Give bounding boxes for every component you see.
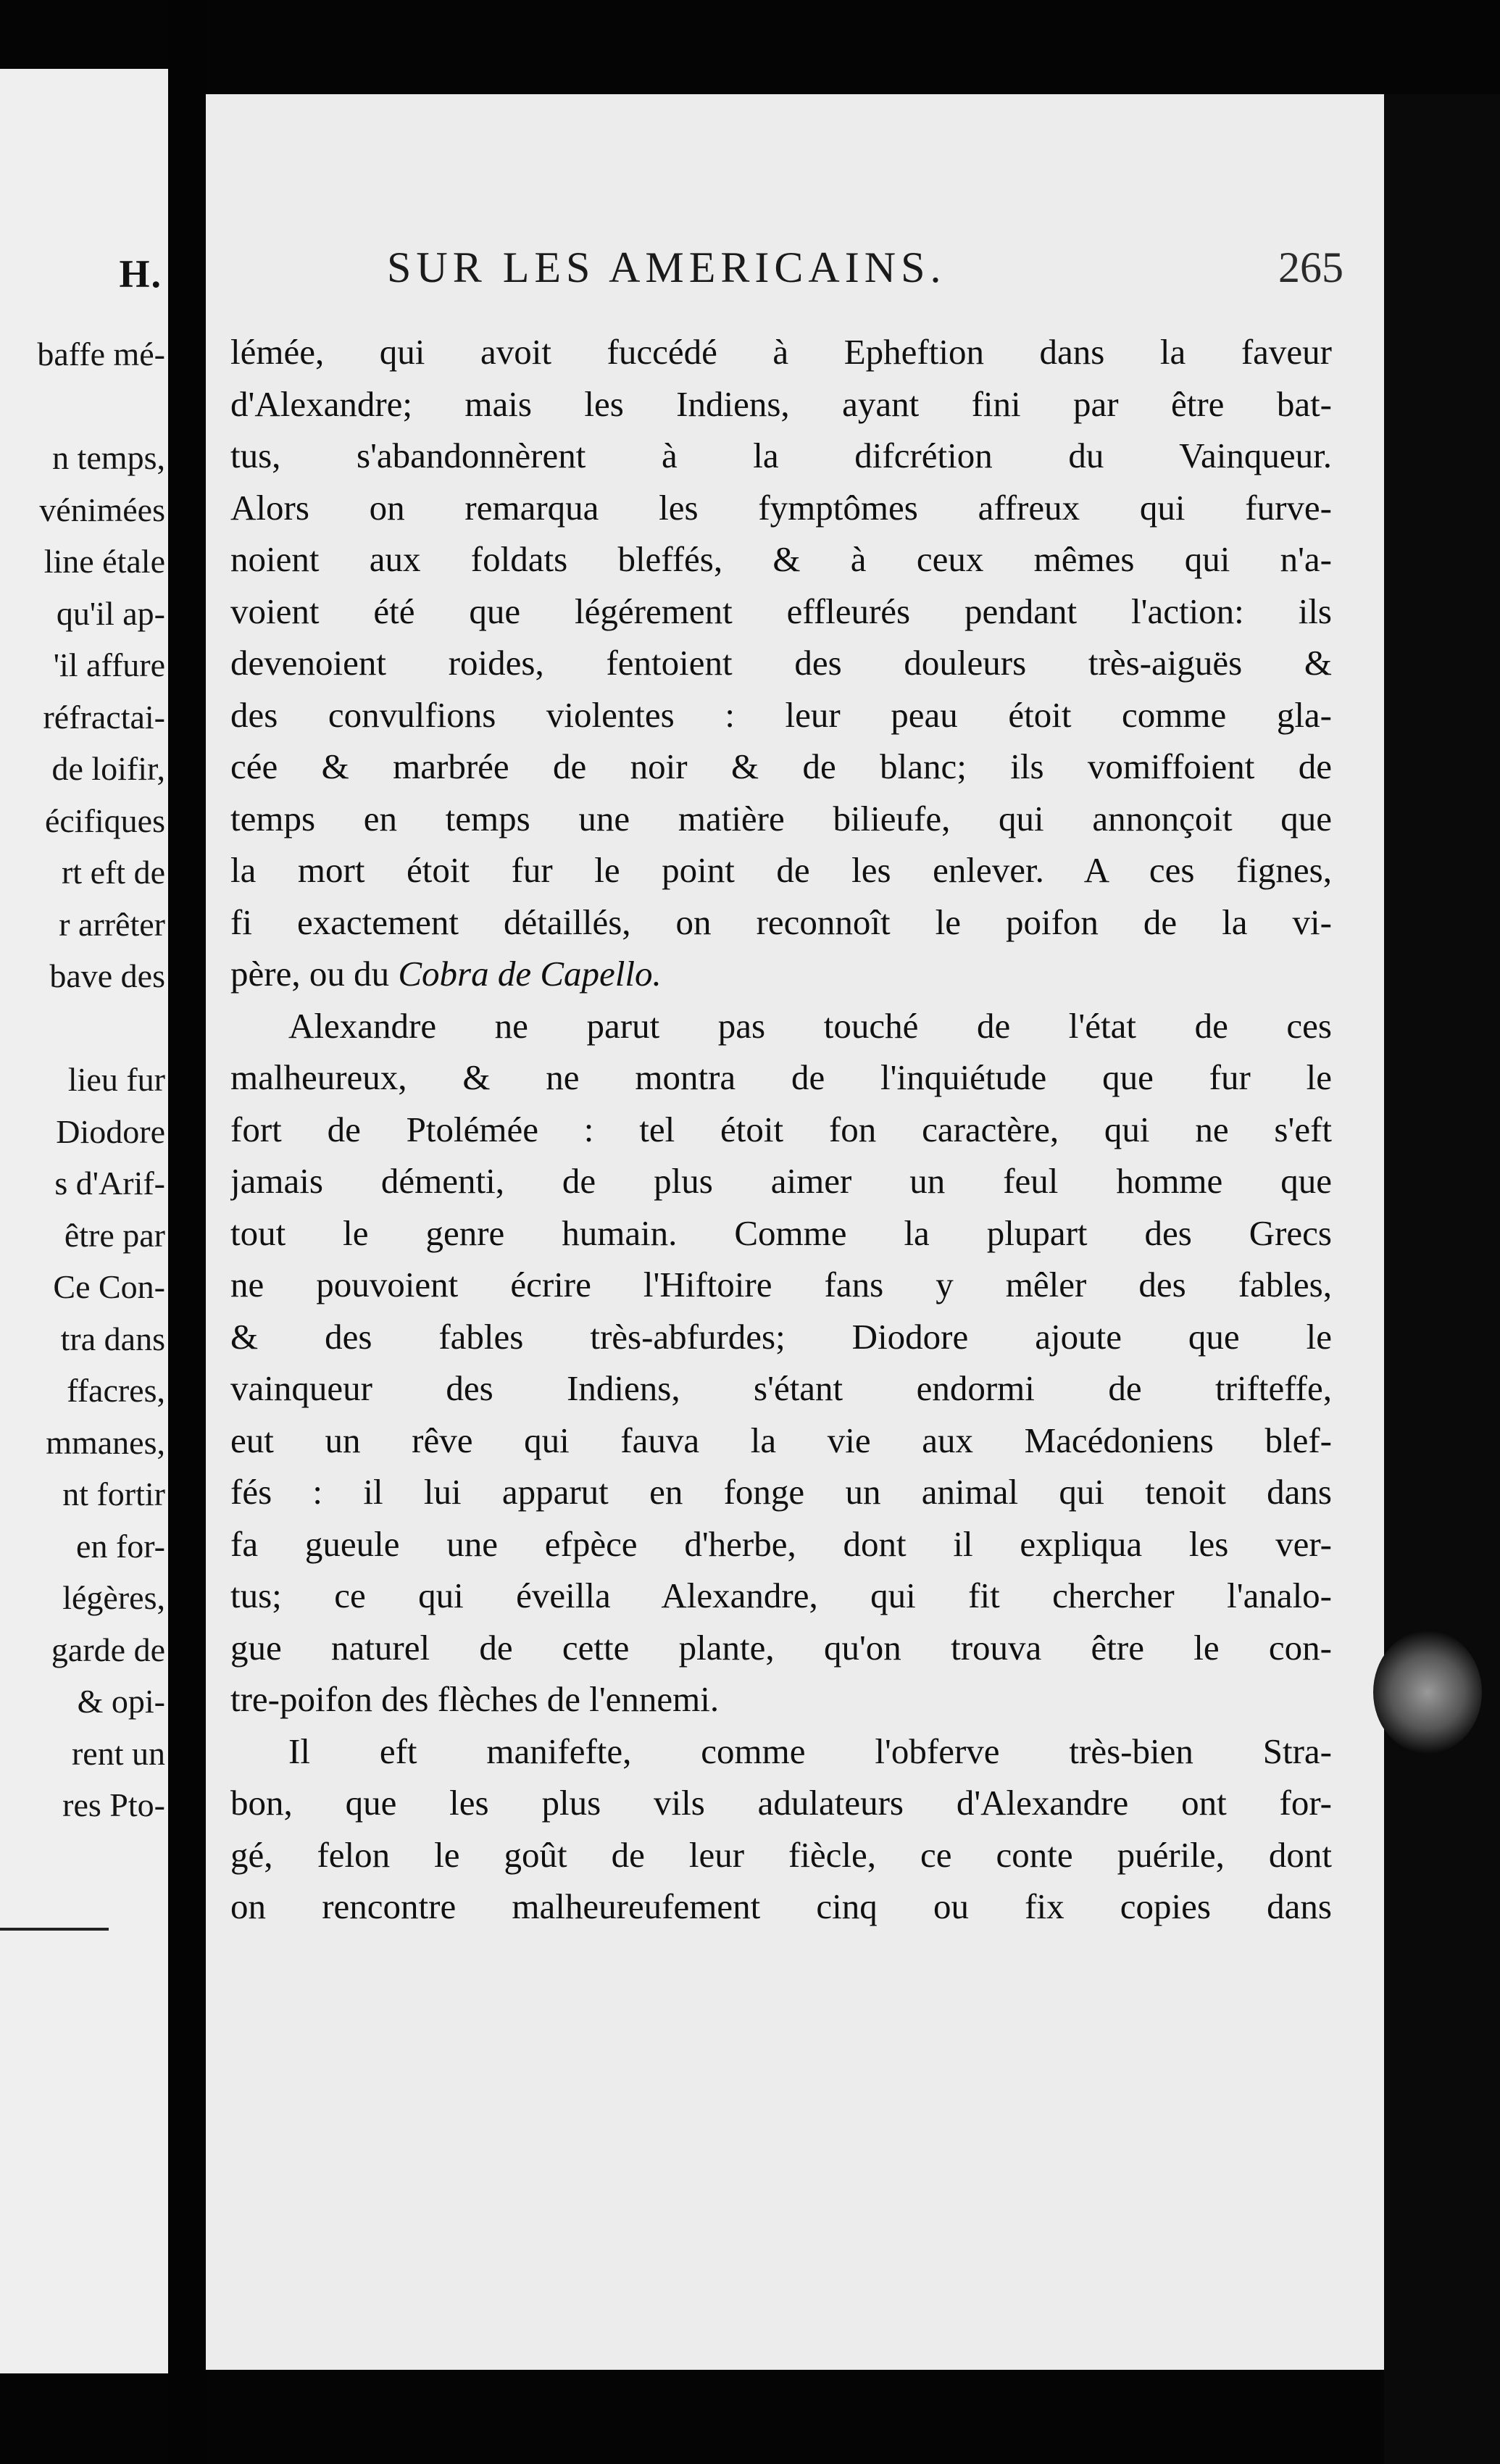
text-line: la mort étoit fur le point de les enlever. A ces fignes, — [230, 850, 1332, 890]
text-line: malheureux, & ne montra de l'inquiétude que fur le — [230, 1057, 1332, 1097]
text-line: tus; ce qui éveilla Alexandre, qui fit chercher l'analo- — [230, 1576, 1332, 1615]
left-line: n temps, — [52, 439, 165, 476]
left-page-rule — [0, 1928, 109, 1931]
left-line: rt eft de — [61, 854, 165, 891]
left-line: baffe mé- — [37, 336, 165, 372]
text-line: gé, felon le goût de leur fiècle, ce conte puérile, dont — [230, 1834, 1332, 1875]
left-line: mmanes, — [46, 1423, 165, 1461]
text-line: bon, que les plus vils adulateurs d'Alexandre ont for- — [230, 1783, 1332, 1823]
left-line: line étale — [43, 543, 165, 580]
left-line: & opi- — [77, 1683, 165, 1720]
text-line: on rencontre malheureufement cinq ou fix copies dans — [230, 1886, 1332, 1926]
text-line: tus, s'abandonnèrent à la difcrétion du Vainqueur. — [230, 436, 1332, 475]
left-page-fragment — [0, 69, 168, 2373]
left-line: légères, — [62, 1579, 165, 1616]
italic-title: Cobra de Capello. — [398, 954, 662, 994]
body-text — [230, 326, 1332, 1933]
left-line: 'il affure — [53, 646, 165, 683]
left-line: réfractai- — [43, 698, 165, 736]
left-line: r arrêter — [59, 905, 165, 943]
left-line: bave des — [49, 957, 165, 994]
left-line: de loifir, — [51, 750, 165, 787]
text-line-italic-end — [230, 948, 1332, 1000]
text-line: gue naturel de cette plante, qu'on trouva être le con- — [230, 1627, 1332, 1668]
left-line: qu'il ap- — [56, 594, 165, 632]
book-gutter — [168, 0, 206, 2464]
text-line: cée & marbrée de noir & de blanc; ils vomiffoient de — [230, 746, 1332, 786]
text-line: noient aux foldats bleffés, & à ceux mêmes qui n'a- — [230, 539, 1332, 579]
left-line: s d'Arif- — [54, 1165, 165, 1202]
text-line: eut un rêve qui fauva la vie aux Macédoniens blef- — [230, 1420, 1332, 1460]
text-fragment: père, ou du — [230, 954, 399, 994]
left-page-text — [0, 328, 165, 1831]
paragraph-start-line: Alexandre ne parut pas touché de l'état de ces — [288, 1005, 1332, 1046]
text-line: fort de Ptolémée : tel étoit fon caractère, qui ne s'eft — [230, 1109, 1332, 1149]
text-line: fés : il lui apparut en fonge un animal qui tenoit dans — [230, 1472, 1332, 1512]
left-line: tra dans — [60, 1320, 165, 1357]
text-line: & des fables très-abfurdes; Diodore ajoute que le — [230, 1316, 1332, 1357]
left-line: res Pto- — [62, 1786, 165, 1823]
text-line: voient été que légérement effleurés pendant l'action: ils — [230, 591, 1332, 631]
left-line: écifiques — [44, 802, 165, 839]
text-line: ne pouvoient écrire l'Hiftoire fans y mêler des fables, — [230, 1265, 1332, 1304]
text-line: des convulfions violentes : leur peau étoit comme gla- — [230, 694, 1332, 735]
left-line: nt fortir — [62, 1476, 165, 1512]
book-page — [206, 94, 1384, 2370]
text-line: fa gueule une efpèce d'herbe, dont il expliqua les ver- — [230, 1523, 1332, 1564]
text-line: jamais démenti, de plus aimer un feul homme que — [230, 1161, 1332, 1201]
left-line: Diodore — [56, 1112, 165, 1150]
left-line: rent un — [71, 1734, 165, 1772]
left-line: vénimées — [39, 491, 165, 528]
text-line: Alors on remarqua les fymptômes affreux qui furve- — [230, 487, 1332, 528]
running-title: SUR LES AMERICAINS. — [387, 244, 946, 291]
left-line: garde de — [51, 1631, 165, 1668]
text-line: temps en temps une matière bilieufe, qui annonçoit que — [230, 798, 1332, 838]
left-line — [0, 1002, 165, 1054]
left-line: lieu fur — [67, 1061, 165, 1098]
scan-background-edge — [1384, 94, 1500, 2464]
left-line — [0, 380, 165, 433]
text-line: vainqueur des Indiens, s'étant endormi de trifteffe, — [230, 1368, 1332, 1408]
text-line: fi exactement détaillés, on reconnoît le poifon de la vi- — [230, 902, 1332, 942]
left-line: en for- — [76, 1527, 165, 1565]
left-line: Ce Con- — [53, 1268, 165, 1305]
text-line: tre-poifon des flèches de l'ennemi. — [230, 1679, 720, 1719]
running-head — [387, 243, 1343, 301]
page-number: 265 — [1278, 244, 1343, 291]
left-line: être par — [64, 1216, 165, 1254]
paragraph-start-line: Il eft manifefte, comme l'obferve très-bien Stra- — [288, 1731, 1332, 1771]
text-line: d'Alexandre; mais les Indiens, ayant fini par être bat- — [230, 383, 1332, 424]
left-line: ffacres, — [67, 1372, 165, 1409]
text-line: devenoient roides, fentoient des douleurs très-aiguës & — [230, 643, 1332, 683]
left-page-header: H. — [119, 252, 162, 296]
text-line: lémée, qui avoit fuccédé à Epheftion dans la faveur — [230, 332, 1332, 372]
scan-smudge — [1373, 1631, 1482, 1754]
text-line: tout le genre humain. Comme la plupart des Grecs — [230, 1212, 1332, 1253]
